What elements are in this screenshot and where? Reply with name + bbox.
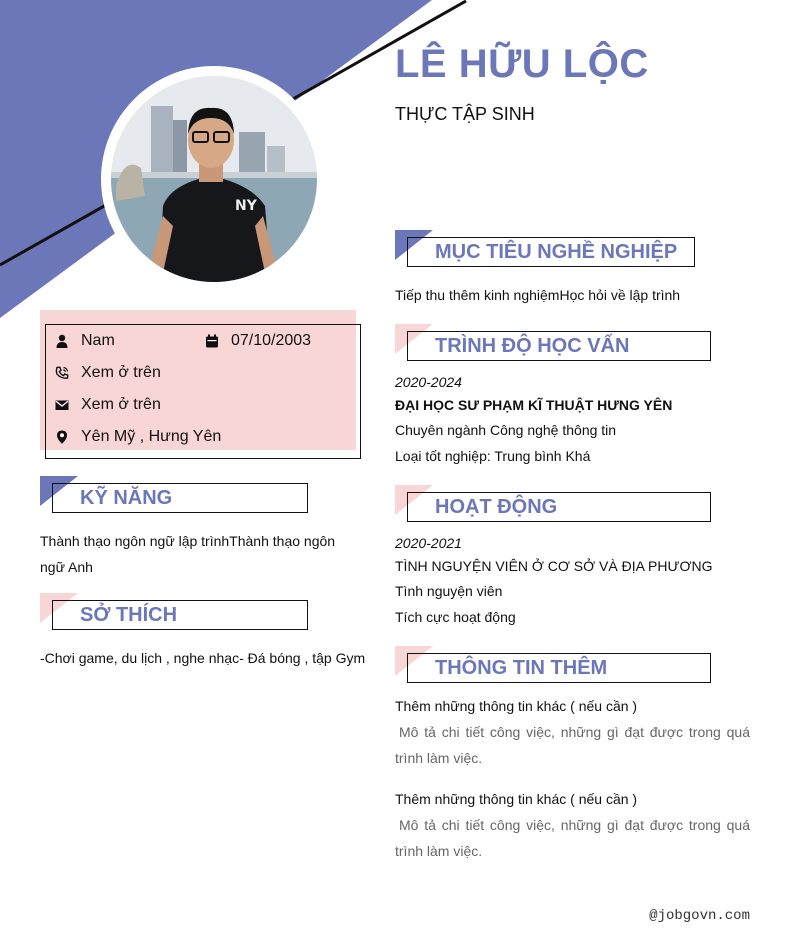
avatar	[101, 66, 327, 292]
objective-title: MỤC TIÊU NGHỀ NGHIỆP	[435, 241, 678, 263]
gender-row	[55, 332, 115, 350]
education-grade: Loại tốt nghiệp: Trung bình Khá	[395, 448, 591, 464]
address-row	[55, 428, 221, 446]
extra-item-1-heading: Thêm những thông tin khác ( nếu cần )	[395, 698, 638, 714]
user-icon	[55, 334, 69, 348]
extra-item-2-desc: Mô tả chi tiết công việc, những gì đạt được trong quá trình làm việc.	[395, 817, 750, 859]
location-icon	[55, 430, 69, 444]
hobbies-title: SỞ THÍCH	[80, 604, 178, 626]
svg-text:NY: NY	[235, 198, 257, 214]
education-school: ĐẠI HỌC SƯ PHẠM KĨ THUẬT HƯNG YÊN	[395, 397, 673, 413]
gender-value: Nam	[81, 332, 115, 349]
candidate-name: LÊ HỮU LỘC	[395, 42, 649, 86]
watermark: @jobgovn.com	[649, 908, 750, 924]
email-value: Xem ở trên	[81, 396, 161, 413]
phone-row	[55, 364, 161, 382]
phone-value: Xem ở trên	[81, 364, 161, 381]
activities-org: TÌNH NGUYỆN VIÊN Ở CƠ SỞ VÀ ĐỊA PHƯƠNG	[395, 558, 713, 574]
calendar-icon	[205, 334, 219, 348]
skills-title: KỸ NĂNG	[80, 487, 173, 509]
phone-icon	[55, 366, 69, 380]
mail-icon	[55, 398, 69, 412]
email-row	[55, 396, 161, 414]
activities-desc: Tích cực hoạt động	[395, 609, 516, 625]
hobbies-text: -Chơi game, du lịch , nghe nhạc- Đá bóng , tập Gym	[40, 650, 366, 666]
education-period: 2020-2024	[395, 374, 462, 390]
extra-title: THÔNG TIN THÊM	[435, 657, 608, 679]
objective-text: Tiếp thu thêm kinh nghiệmHọc hỏi về lập trình	[395, 287, 681, 303]
birthday-value: 07/10/2003	[231, 332, 312, 349]
birthday-row	[205, 332, 311, 350]
extra-item-2-heading: Thêm những thông tin khác ( nếu cần )	[395, 791, 638, 807]
activities-role: Tình nguyện viên	[395, 583, 503, 599]
profile-photo	[111, 76, 317, 282]
job-title: THỰC TẬP SINH	[395, 104, 535, 124]
activities-title: HOẠT ĐỘNG	[435, 496, 558, 518]
skills-text: Thành thạo ngôn ngữ lập trìnhThành thạo ngôn ngữ Anh	[40, 533, 336, 575]
address-value: Yên Mỹ , Hưng Yên	[81, 428, 222, 445]
education-major: Chuyên ngành Công nghệ thông tin	[395, 422, 617, 438]
extra-item-1-desc: Mô tả chi tiết công việc, những gì đạt được trong quá trình làm việc.	[395, 724, 750, 766]
activities-period: 2020-2021	[395, 535, 462, 551]
education-title: TRÌNH ĐỘ HỌC VẤN	[435, 335, 630, 357]
